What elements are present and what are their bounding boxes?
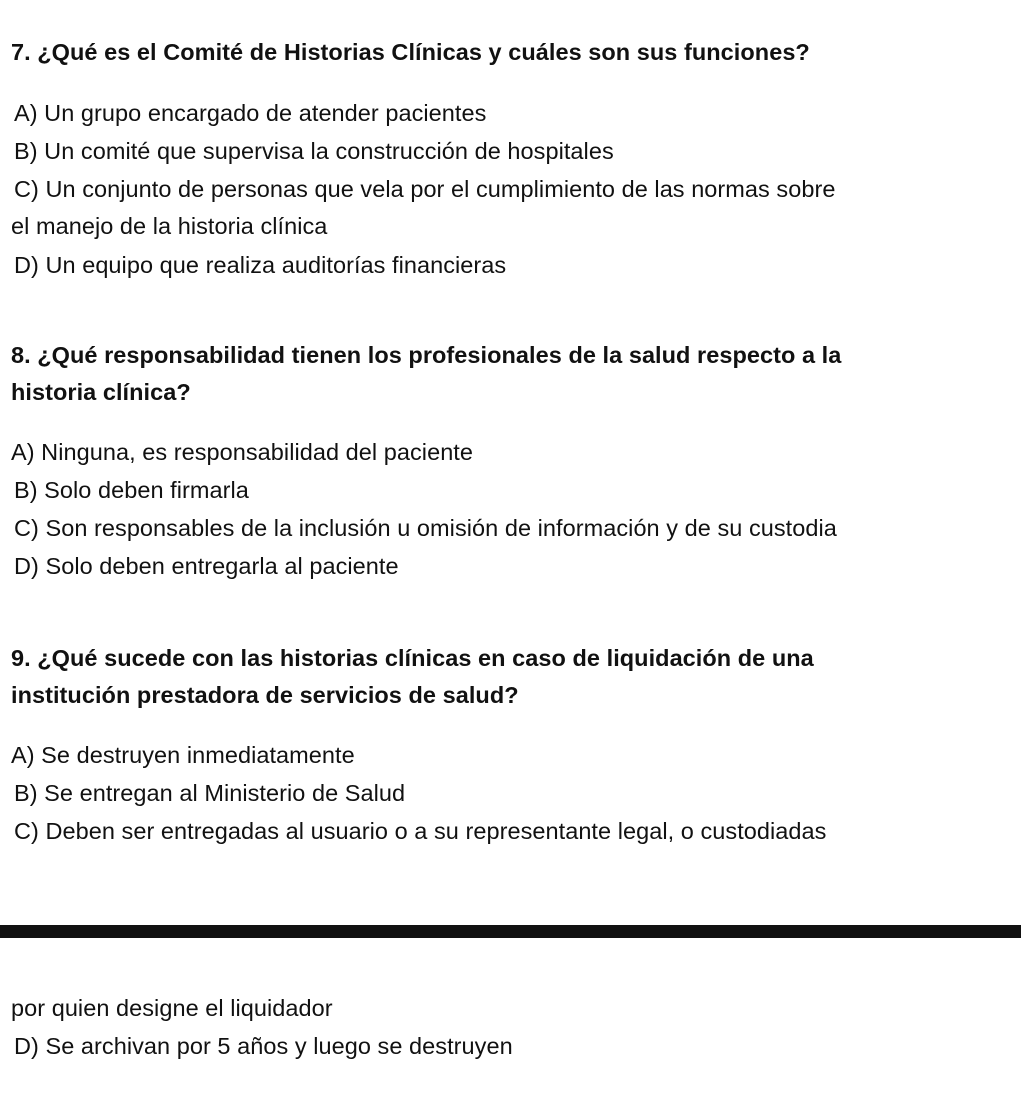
question-7-option-a: A) Un grupo encargado de atender pacientes [14, 100, 487, 126]
question-8-option-b: B) Solo deben firmarla [14, 477, 249, 503]
question-9-option-c-continued: por quien designe el liquidador [11, 995, 333, 1021]
question-7-option-c-continued: el manejo de la historia clínica [11, 213, 328, 239]
question-9-option-c: C) Deben ser entregadas al usuario o a su representante legal, o custodiadas [14, 818, 827, 844]
question-7-option-b: B) Un comité que supervisa la construcción de hospitales [14, 138, 614, 164]
question-9-option-d: D) Se archivan por 5 años y luego se destruyen [14, 1033, 513, 1059]
question-8-option-a: A) Ninguna, es responsabilidad del paciente [11, 439, 474, 465]
question-7-title: 7. ¿Qué es el Comité de Historias Clínicas y cuáles son sus funciones? [11, 39, 810, 65]
question-8-option-c: C) Son responsables de la inclusión u omisión de información y de su custodia [14, 515, 837, 541]
question-8-title-line-2: historia clínica? [11, 379, 191, 405]
question-9-title-line-2: institución prestadora de servicios de salud? [11, 682, 519, 708]
question-7-option-c: C) Un conjunto de personas que vela por el cumplimiento de las normas sobre [14, 176, 836, 202]
question-8-option-d: D) Solo deben entregarla al paciente [14, 553, 399, 579]
question-9-title-line-1: 9. ¿Qué sucede con las historias clínicas en caso de liquidación de una [11, 645, 814, 671]
question-7-option-d: D) Un equipo que realiza auditorías financieras [14, 252, 507, 278]
page-break-divider [0, 925, 1021, 938]
question-8-title-line-1: 8. ¿Qué responsabilidad tienen los profesionales de la salud respecto a la [11, 342, 842, 368]
question-9-option-b: B) Se entregan al Ministerio de Salud [14, 780, 406, 806]
question-9-option-a: A) Se destruyen inmediatamente [11, 742, 355, 768]
